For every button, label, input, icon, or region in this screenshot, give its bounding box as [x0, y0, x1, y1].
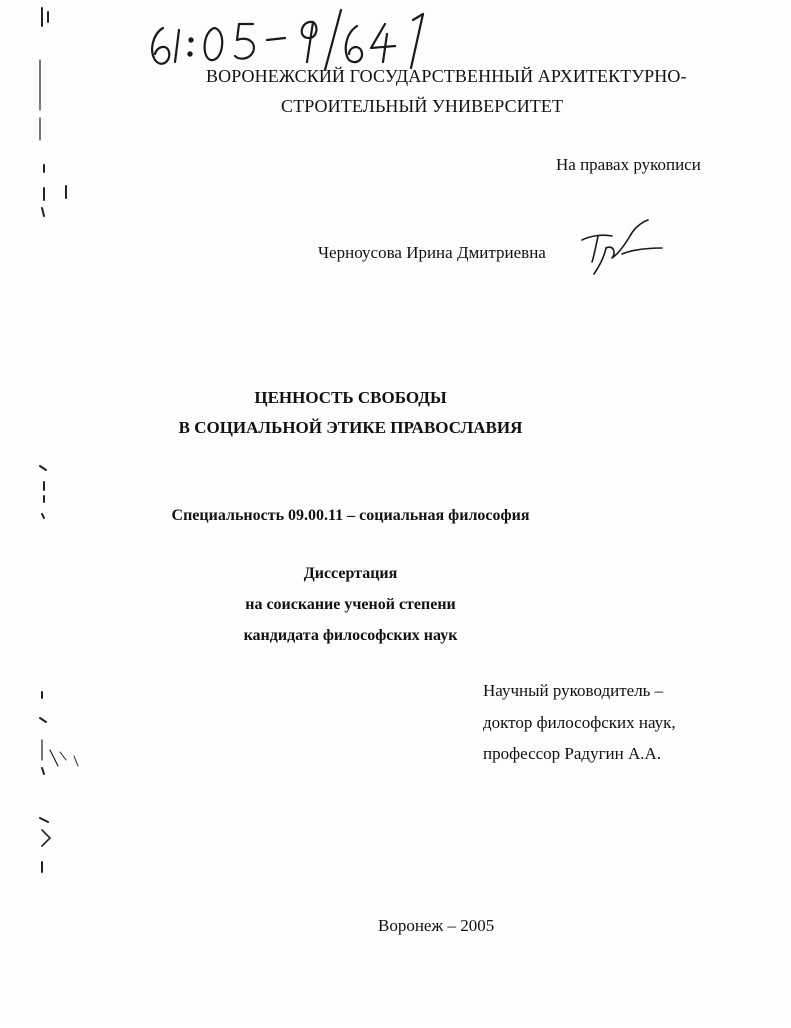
rights-notice: На правах рукописи	[556, 155, 701, 174]
specialty-text: Специальность 09.00.11 – социальная философия	[171, 507, 530, 524]
university-name-line-1: ВОРОНЕЖСКИЙ ГОСУДАРСТВЕННЫЙ АРХИТЕКТУРНО-	[206, 66, 687, 86]
university-name-line-2: СТРОИТЕЛЬНЫЙ УНИВЕРСИТЕТ	[281, 96, 564, 116]
author-signature	[578, 218, 666, 278]
supervisor-line-1: Научный руководитель –	[483, 681, 664, 700]
thesis-line-1: Диссертация	[303, 565, 398, 582]
thesis-line-3: кандидата философских наук	[243, 627, 458, 644]
handwritten-catalog-number	[145, 10, 435, 72]
title-line-2: В СОЦИАЛЬНОЙ ЭТИКЕ ПРАВОСЛАВИЯ	[178, 418, 523, 437]
supervisor-line-2: доктор философских наук,	[483, 713, 676, 732]
specialty	[0, 507, 791, 525]
author-name: Черноусова Ирина Дмитриевна	[318, 243, 546, 262]
place-and-year: Воронеж – 2005	[378, 916, 495, 935]
handwritten-catalog-number-graphic	[145, 10, 435, 72]
signature-graphic	[578, 218, 666, 278]
title-line-1: ЦЕННОСТЬ СВОБОДЫ	[254, 388, 447, 407]
thesis-line-2: на соискание ученой степени	[245, 596, 456, 613]
supervisor-line-3: профессор Радугин А.А.	[483, 744, 662, 763]
